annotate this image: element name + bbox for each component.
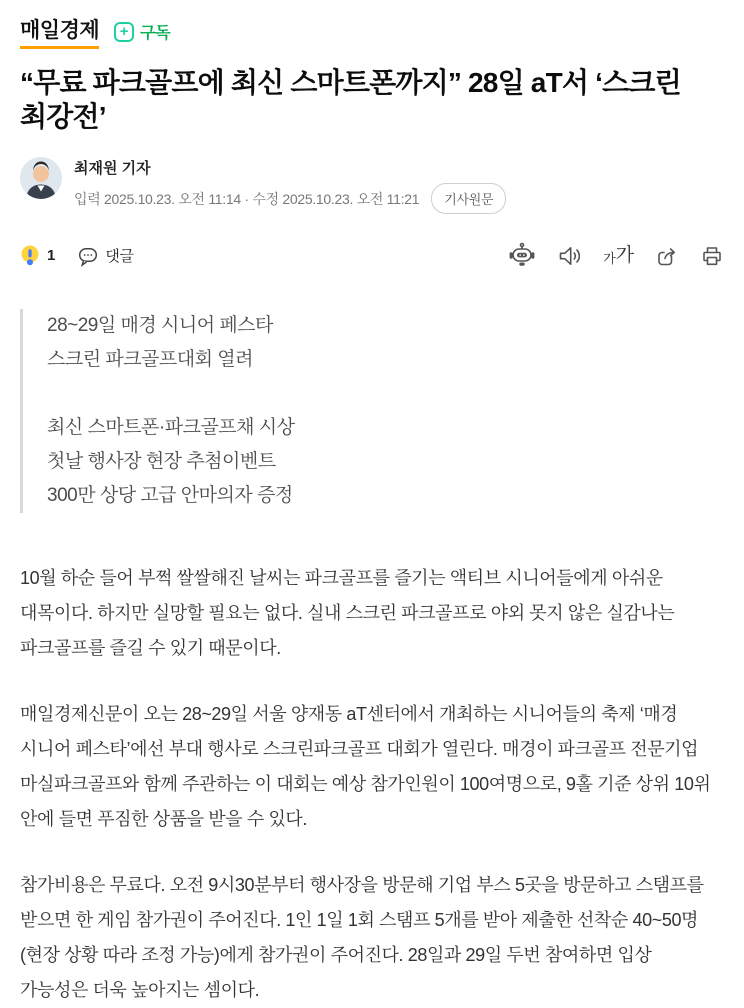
dateline-row	[74, 183, 506, 214]
comment-button[interactable]	[77, 245, 133, 267]
speaker-icon	[557, 244, 582, 268]
reporter-avatar[interactable]	[20, 157, 62, 199]
publisher-logo[interactable]: 매일경제	[20, 14, 99, 49]
tts-listen-button[interactable]	[557, 244, 582, 268]
reaction-count: 1	[47, 247, 56, 264]
byline	[20, 157, 724, 214]
subscribe-button[interactable]	[114, 20, 170, 43]
plus-icon: +	[114, 22, 134, 42]
reporter-name[interactable]: 최재원 기자	[74, 160, 151, 177]
summary-line	[47, 377, 724, 411]
summary-quote-box	[20, 309, 724, 513]
article-body	[20, 561, 724, 1008]
summary-line: 최신 스마트폰·파크골프채 시상	[47, 417, 295, 438]
text-size-icon: 가 가	[603, 245, 634, 266]
subscribe-label: 구독	[140, 25, 171, 42]
masthead	[20, 12, 724, 49]
share-button[interactable]	[655, 244, 679, 268]
speech-bubble-icon	[77, 245, 99, 267]
article-toolbar	[20, 242, 724, 269]
reaction-button[interactable]	[20, 245, 55, 266]
printer-icon	[700, 244, 724, 268]
body-paragraph: 10월 하순 들어 부쩍 쌀쌀해진 날씨는 파크골프를 즐기는 액티브 시니어들에게 아쉬운 대목이다. 하지만 실망할 필요는 없다. 실내 스크린 파크골프로 야외 못지 않은 실감나는 파크골프를 즐길 수 있기 때문이다.	[20, 568, 675, 658]
summary-line: 28~29일 매경 시니어 페스타	[47, 315, 273, 336]
body-paragraph: 매일경제신문이 오는 28~29일 서울 양재동 aT센터에서 개최하는 시니어들의 축제 ‘매경 시니어 페스타’에선 부대 행사로 스크린파크골프 대회가 열린다. 매경이 파크골프 전문기업 마실파크골프와 함께 주관하는 이 대회는 예상 참가인원이 100여명으로, 9홀 기준 상위 10위 안에 들면 푸짐한 상품을 받을 수 있다.	[20, 704, 711, 829]
exclamation-emoji-icon	[20, 245, 40, 266]
comment-label: 댓글	[105, 248, 134, 265]
summary-line: 300만 상당 고급 안마의자 증정	[47, 485, 293, 506]
body-paragraph: 참가비용은 무료다. 오전 9시30분부터 행사장을 방문해 기업 부스 5곳을 방문하고 스탬프를 받으면 한 게임 참가권이 주어진다. 1인 1일 1회 스탬프 5개를 받아 제출한 선착순 40~50명(현장 상황 따라 조정 가능)에게 참가권이 주어진다. 28일과 29일 두번 참여하면 입상 가능성은 더욱 높아지는 셈이다.	[20, 875, 704, 1000]
toolbar-left	[20, 245, 134, 267]
reporter-photo	[20, 157, 62, 199]
dateline: 입력 2025.10.23. 오전 11:14 · 수정 2025.10.23. 오전 11:21	[74, 190, 420, 207]
share-icon	[655, 244, 679, 268]
ai-voice-button[interactable]	[508, 242, 536, 269]
robot-icon	[508, 242, 536, 269]
text-size-button[interactable]	[603, 246, 634, 265]
summary-line: 스크린 파크골프대회 열려	[47, 349, 253, 370]
article-title: “무료 파크골프에 최신 스마트폰까지” 28일 aT서 ‘스크린 최강전’	[20, 67, 681, 132]
toolbar-right	[508, 242, 724, 269]
byline-info	[74, 157, 506, 214]
summary-line: 첫날 행사장 현장 추첨이벤트	[47, 451, 276, 472]
original-article-button[interactable]: 기사원문	[431, 183, 506, 214]
print-button[interactable]	[700, 244, 724, 268]
